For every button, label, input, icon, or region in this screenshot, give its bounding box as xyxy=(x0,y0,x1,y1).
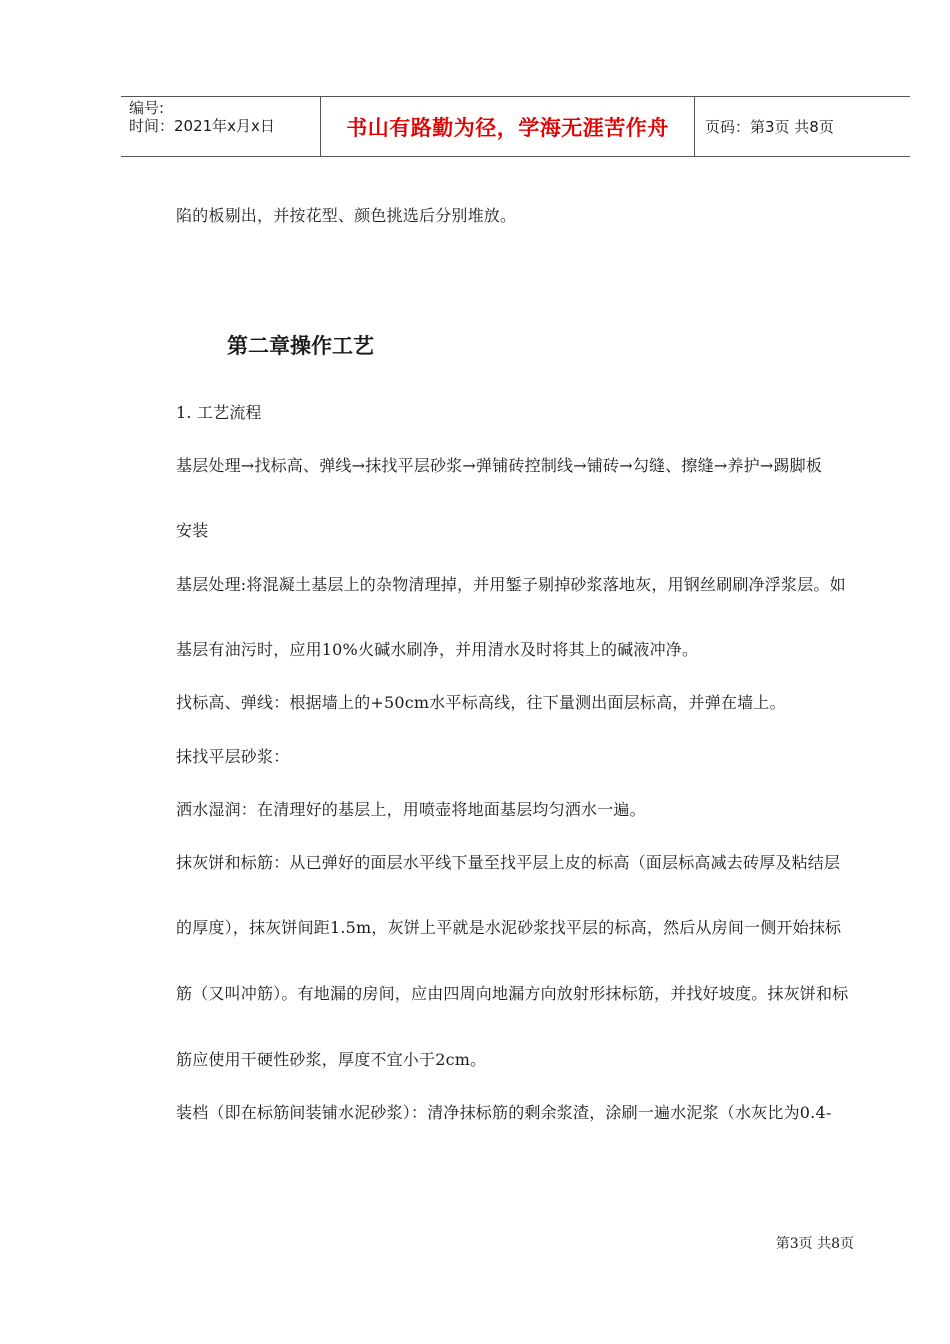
body-line: 筋应使用干硬性砂浆，厚度不宜小于2cm。 xyxy=(176,1050,487,1069)
body-line: 洒水湿润：在清理好的基层上，用喷壶将地面基层均匀洒水一遍。 xyxy=(176,800,646,819)
section-title: 1. 工艺流程 xyxy=(176,403,262,422)
body-line: 的厚度），抹灰饼间距1.5m，灰饼上平就是水泥砂浆找平层的标高，然后从房间一侧开始抹标 xyxy=(176,918,842,937)
body-line: 基层处理→找标高、弹线→抹找平层砂浆→弹铺砖控制线→铺砖→勾缝、擦缝→养护→踢脚板 xyxy=(176,456,823,475)
body-line: 抹找平层砂浆： xyxy=(176,747,290,766)
header-page-info: 页码：第3页 共8页 xyxy=(705,118,834,136)
header-motto-cell xyxy=(321,97,695,156)
header-meta-cell xyxy=(121,97,321,156)
body-line: 抹灰饼和标筋：从已弹好的面层水平线下量至找平层上皮的标高（面层标高减去砖厚及粘结层 xyxy=(176,853,841,872)
body-line: 基层有油污时，应用10%火碱水刷净，并用清水及时将其上的碱液冲净。 xyxy=(176,640,699,659)
chapter-title: 第二章操作工艺 xyxy=(227,334,374,358)
body-line: 陷的板剔出，并按花型、颜色挑选后分别堆放。 xyxy=(176,206,517,225)
document-header xyxy=(121,96,910,157)
body-line: 找标高、弹线：根据墙上的+50cm水平标高线，往下量测出面层标高，并弹在墙上。 xyxy=(176,693,786,712)
body-line: 基层处理:将混凝土基层上的杂物清理掉，并用錾子剔掉砂浆落地灰，用钢丝刷刷净浮浆层。如 xyxy=(176,575,846,594)
document-number-label: 编号: xyxy=(129,99,165,117)
body-line: 筋（又叫冲筋）。有地漏的房间，应由四周向地漏方向放射形抹标筋，并找好坡度。抹灰饼和标 xyxy=(176,984,849,1003)
document-time-label: 时间：2021年x月x日 xyxy=(129,117,275,135)
header-page-cell xyxy=(695,97,910,156)
body-line: 安装 xyxy=(176,521,209,540)
header-motto: 书山有路勤为径，学海无涯苦作舟 xyxy=(346,114,669,140)
footer-page-info: 第3页 共8页 xyxy=(775,1236,854,1252)
body-line: 装档（即在标筋间装铺水泥砂浆）：清净抹标筋的剩余浆渣，涂刷一遍水泥浆（水灰比为0.4- xyxy=(176,1103,832,1122)
